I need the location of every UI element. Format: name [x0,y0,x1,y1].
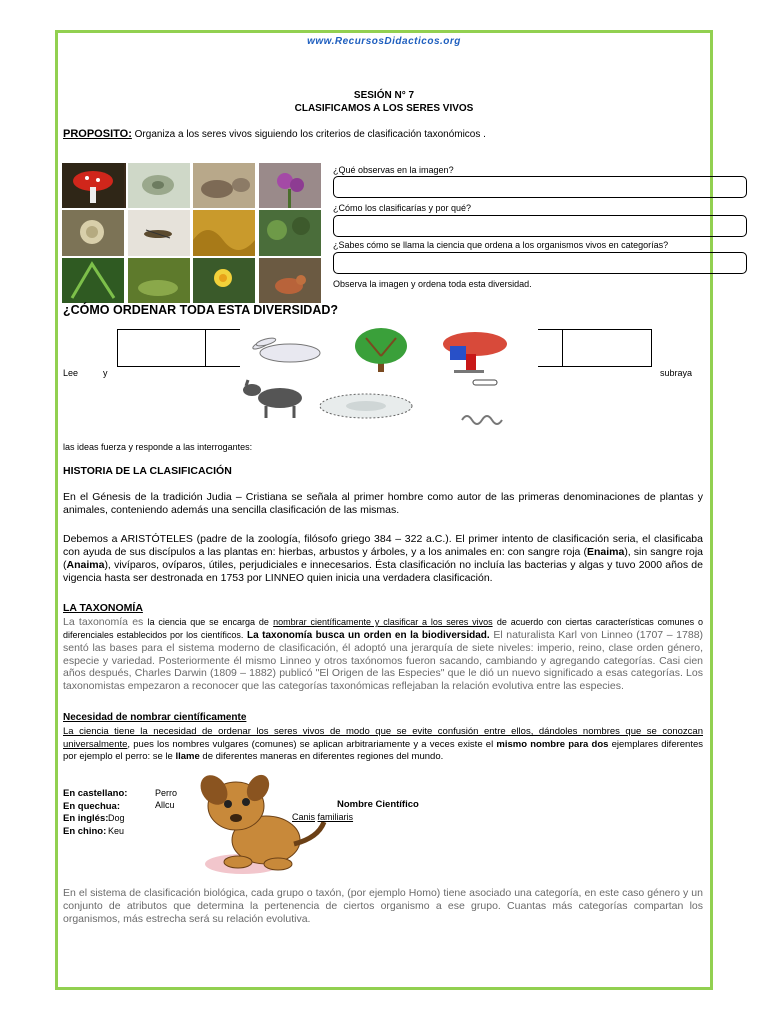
need-text-f: de diferentes maneras en diferentes regiones del mundo. [202,751,444,762]
mammals-photo [193,163,257,208]
tree-icon [355,328,407,372]
need-text-b: , pues los nombres vulgares (comunes) se aplican arbitrariamente y a veces existe el [127,738,494,750]
classification-box-right-1[interactable] [534,329,564,367]
name-label-quechua: En quechua: [63,800,121,812]
scientific-name [292,812,353,822]
plants-photo [259,210,323,255]
moss-photo [193,210,257,255]
history-p2-text-c: ), vivíparos, ovíparos, útiles, perjudiciales e innecesarios. Ésta clasificación no incluía las bacterias y algas y tuvo 2000 años de vigencia hasta ser destronada en 1753 por LINNEO quien inicia una verdadera clasificación. [63,559,703,584]
fern-photo [62,258,126,303]
fox-photo [259,258,323,303]
organisms-illustration [240,320,538,430]
read-lee: Lee [63,368,79,378]
biodiversity-collage [62,163,322,303]
history-heading: HISTORIA DE LA CLASIFICACIÓN [63,465,232,477]
need-text-d: ejemplares diferentes por ejemplo el perro: se le [63,738,704,762]
taxonomy-heading: LA TAXONOMÍA [63,602,143,614]
purpose-text: Organiza a los seres vivos siguiendo los criterios de clasificación taxonómicos . [134,129,486,140]
name-value-ingles: Dog [108,813,125,823]
answer-box-2[interactable] [333,215,747,237]
name-label-ingles: En inglés: [63,813,109,824]
name-value-castellano: Perro [155,788,178,798]
session-header [0,89,768,115]
name-label-chino: En chino: [63,825,107,837]
paramecium-icon [320,394,412,418]
read-subraya: subraya [660,368,693,378]
history-p2-text-a: Debemos a ARISTÓTELES (padre de la zoología, filósofo griego 384 – 322 a.C.). El primer intento de clasificación seria, el clasificaba con ayuda de sus discípulos a las plantas en: hierbas, arbustos y árboles, y a los animales en: con sangre roja ( [63,533,703,558]
need-text-c: mismo nombre para dos [496,738,609,750]
protist-photo [128,163,192,208]
purpose-line [63,128,486,140]
scientific-genus: Canis [292,812,316,822]
scientific-species: familiaris [317,812,354,822]
tax-text-a: La taxonomía es [63,616,144,628]
name-value-quechua: Allcu [155,800,175,810]
insect-photo [128,210,192,255]
term-anaima: Anaima [66,559,105,571]
classification-box-right-2[interactable] [562,329,652,367]
answer-box-1[interactable] [333,176,747,198]
scientific-name-label: Nombre Científico [337,799,419,810]
final-paragraph: En el sistema de clasificación biológica, cada grupo o taxón, (por ejemplo Homo) tiene asociado una categoría, en este caso género y un conjunto de atributos que determina la pertenencia de ciertos organismo a ese grupo. Cuantas más categorías compartan los organismos, más estrecha será su relación evolutiva. [63,887,703,925]
tax-text-e: La taxonomía busca un orden en la biodiversidad. [247,629,490,641]
question-3: ¿Sabes cómo se llama la ciencia que ordena a los organismos vivos en categorías? [333,240,669,250]
amanita-mushroom-photo [62,163,126,208]
need-paragraph [63,726,703,764]
taxonomy-paragraph [63,616,703,693]
classification-box-left-2[interactable] [205,329,245,367]
tax-text-b: la ciencia que se encarga de [147,617,269,627]
tax-text-c: nombrar científicamente y clasificar a los seres vivos [273,617,493,627]
classification-box-left[interactable] [117,329,207,367]
worm-icon [462,416,502,424]
question-2: ¿Cómo los clasificarías y por qué? [333,203,472,213]
flower-photo [259,163,323,208]
read-y: y [103,368,108,378]
bacterium-icon [473,380,497,385]
name-label-castellano: En castellano: [63,788,128,799]
session-subtitle: CLASIFICAMOS A LOS SERES VIVOS [294,103,474,114]
name-value-chino: Keu [108,826,125,836]
session-title: SESIÓN N° 7 [353,90,415,101]
snail-photo [62,210,126,255]
need-heading: Necesidad de nombrar científicamente [63,712,247,723]
answer-box-3[interactable] [333,252,747,274]
history-paragraph-2 [63,533,703,585]
observe-instruction: Observa la imagen y ordena toda esta diversidad. [333,279,532,289]
read-instruction-rest: las ideas fuerza y responde a las interrogantes: [63,442,253,452]
organisms-panel [240,320,538,430]
daffodil-photo [193,258,257,303]
donkey-icon [243,380,302,418]
need-text-e: llame [175,751,200,762]
tax-text-f: El naturalista Karl von Linneo (1707 – 1788) sentó las bases para el sistema moderno de clasificación, él adoptó una jerarquía de siete niveles: imperio, reino, clase orden género, especie y variedad. Posteriormente él mismo Linneo y otros taxónomos fueron sacando, cambiando y agregando categorías. Casi cien años después, Charles Darwin (1809 – 1882) publicó "El Origen de las Especies" que le dió un nuevo significado a esas categorías. Los taxonomistas empezaron a reconocer que las categorías taxonómicas reflejaban la relación evolutiva entre las especies. [63,628,704,692]
leaves-photo [128,258,192,303]
purpose-label: PROPOSITO: [63,128,132,140]
need-text-a: La ciencia tiene la necesidad de ordenar los seres vivos de modo que se evite confusión entre ellos, dándoles nombres que se conozcan universalmente [63,726,703,750]
dog-illustration [188,770,328,880]
diversity-heading: ¿CÓMO ORDENAR TODA ESTA DIVERSIDAD? [63,303,339,317]
question-1: ¿Qué observas en la imagen? [333,165,454,175]
site-url[interactable]: www.RecursosDidacticos.org [307,36,461,47]
term-enaima: Enaima [586,546,625,558]
tax-text-d: de acuerdo con ciertas características comunes o diferenciales establecidos por los científicos. [63,617,703,640]
history-paragraph-1: En el Génesis de la tradición Judia – Cristiana se señala al primer hombre como autor de las primeras denominaciones de plantas y animales, conteniendo además una sencilla clasificación de las mismas. [63,491,703,516]
mushroom-icon [443,332,507,373]
rabbit-icon [252,337,320,362]
history-p2-text-b: ), sin sangre roja ( [63,546,703,571]
